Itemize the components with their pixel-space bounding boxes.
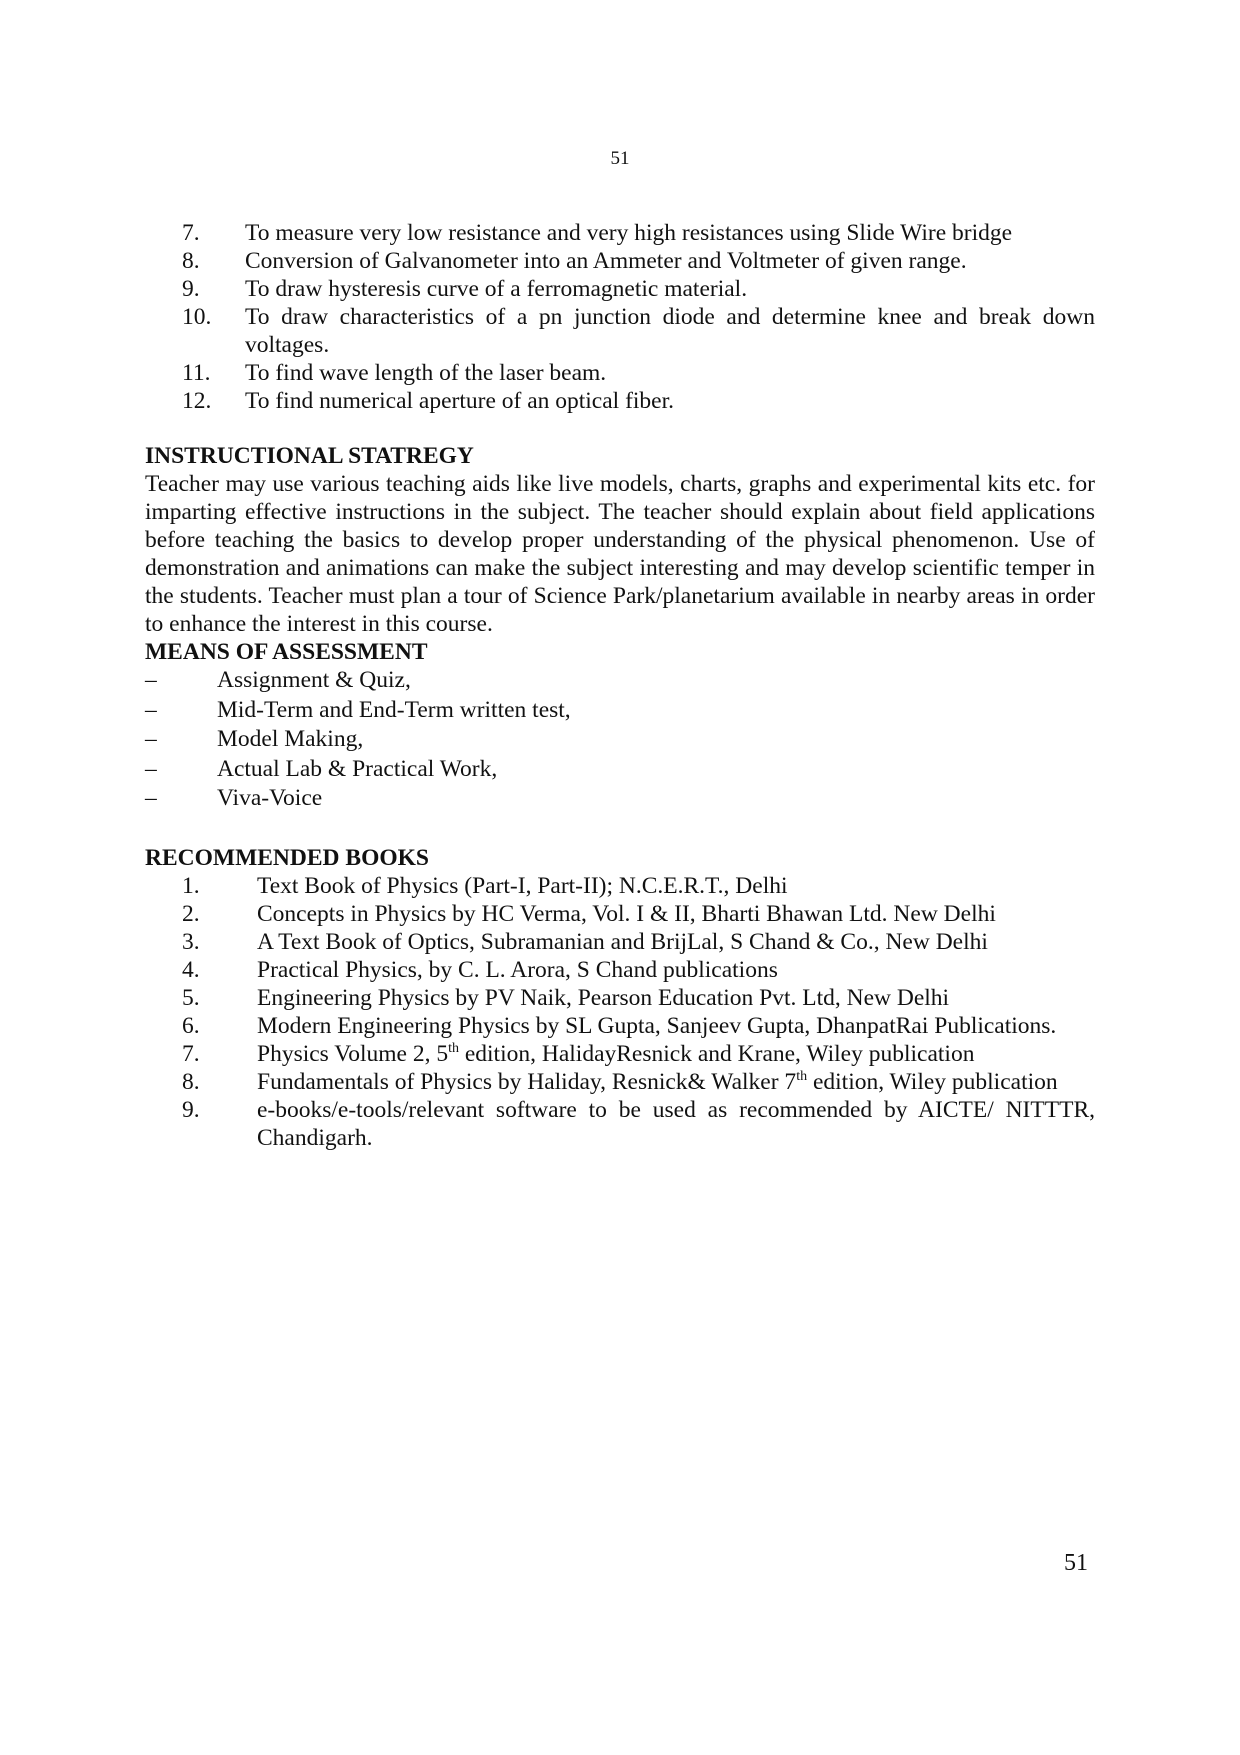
instructional-strategy-section <box>145 442 1095 638</box>
item-text: To find wave length of the laser beam. <box>245 360 607 386</box>
item-text: To find numerical aperture of an optical fiber. <box>245 388 675 414</box>
item-text: Model Making, <box>217 726 364 752</box>
experiment-list <box>145 219 1095 415</box>
item-number: 8. <box>182 248 200 274</box>
bullet: – <box>145 785 157 811</box>
item-text <box>257 1040 1095 1068</box>
item-number: 9. <box>182 1097 200 1123</box>
list-item <box>145 956 1095 984</box>
item-number: 8. <box>182 1069 200 1095</box>
section-heading: MEANS OF ASSESSMENT <box>145 639 428 665</box>
item-number: 11. <box>182 360 211 386</box>
item-number: 12. <box>182 388 212 414</box>
item-text <box>257 1068 1095 1096</box>
item-number: 6. <box>182 1013 200 1039</box>
list-item <box>145 666 1095 696</box>
list-item <box>145 872 1095 900</box>
section-heading: INSTRUCTIONAL STATREGY <box>145 443 474 469</box>
item-text: Engineering Physics by PV Naik, Pearson Education Pvt. Ltd, New Delhi <box>257 985 950 1011</box>
section-paragraph: Teacher may use various teaching aids like live models, charts, graphs and experimental kits etc. for imparting effective instructions in the subject. The teacher should explain about field applications before teaching the basics to develop proper understanding of the physical phenomenon. Use of demonstration and animations can make the subject interesting and may develop scientific temper in the students. Teacher must plan a tour of Science Park/planetarium available in nearby areas in order to enhance the interest in this course. <box>145 471 1095 637</box>
list-item <box>145 387 1095 415</box>
item-number: 7. <box>182 220 200 246</box>
list-item <box>145 1068 1095 1096</box>
item-number: 2. <box>182 901 200 927</box>
item-text: Actual Lab & Practical Work, <box>217 755 498 782</box>
bullet: – <box>145 755 157 782</box>
item-number: 4. <box>182 957 200 983</box>
bullet: – <box>145 726 157 752</box>
item-text: To draw characteristics of a pn junction diode and determine knee and break down voltages. <box>245 304 1095 358</box>
item-number: 7. <box>182 1041 200 1067</box>
means-of-assessment-section <box>145 638 1095 814</box>
item-text: To draw hysteresis curve of a ferromagnetic material. <box>245 276 748 302</box>
item-text-end: edition, HalidayResnick and Krane, Wiley publication <box>458 1041 975 1067</box>
item-text: Conversion of Galvanometer into an Ammeter and Voltmeter of given range. <box>245 248 967 274</box>
list-item <box>145 275 1095 303</box>
recommended-books-section <box>145 844 1095 1152</box>
item-text: Concepts in Physics by HC Verma, Vol. I & II, Bharti Bhawan Ltd. New Delhi <box>257 901 996 927</box>
item-text: Assignment & Quiz, <box>217 667 411 693</box>
list-item <box>145 303 1095 359</box>
item-text: Viva-Voice <box>217 785 323 811</box>
item-text: To measure very low resistance and very high resistances using Slide Wire bridge <box>245 220 1013 246</box>
list-item <box>145 900 1095 928</box>
item-number: 10. <box>182 304 212 330</box>
list-item <box>145 247 1095 275</box>
section-heading: RECOMMENDED BOOKS <box>145 845 429 871</box>
bullet: – <box>145 696 157 723</box>
item-number: 3. <box>182 929 200 955</box>
item-text: Modern Engineering Physics by SL Gupta, Sanjeev Gupta, DhanpatRai Publications. <box>257 1013 1057 1039</box>
item-number: 1. <box>182 873 200 899</box>
item-text-end: edition, Wiley publication <box>807 1069 1058 1095</box>
list-item <box>145 1012 1095 1040</box>
item-text: A Text Book of Optics, Subramanian and BrijLal, S Chand & Co., New Delhi <box>257 929 988 955</box>
item-text: Practical Physics, by C. L. Arora, S Chand publications <box>257 957 778 983</box>
list-item <box>145 1040 1095 1068</box>
item-text-start: Physics Volume 2, 5 <box>257 1041 449 1067</box>
item-text: Mid-Term and End-Term written test, <box>217 696 571 723</box>
list-item <box>145 359 1095 387</box>
item-text: Text Book of Physics (Part-I, Part-II); N.C.E.R.T., Delhi <box>257 873 788 899</box>
item-text: e-books/e-tools/relevant software to be used as recommended by AICTE/ NITTTR, Chandigarh. <box>257 1097 1095 1151</box>
superscript: th <box>448 1041 459 1056</box>
list-item <box>145 1096 1095 1152</box>
item-number: 5. <box>182 985 200 1011</box>
item-number: 9. <box>182 276 200 302</box>
superscript: th <box>796 1069 808 1084</box>
page-number-top: 51 <box>610 148 630 169</box>
item-text-start: Fundamentals of Physics by Haliday, Resnick& Walker 7 <box>257 1069 797 1095</box>
list-item <box>145 755 1095 785</box>
list-item <box>145 784 1095 814</box>
page-number-bottom: 51 <box>1064 1550 1088 1576</box>
list-item <box>145 725 1095 755</box>
list-item <box>145 219 1095 247</box>
bullet: – <box>145 667 157 693</box>
list-item <box>145 696 1095 726</box>
list-item <box>145 928 1095 956</box>
list-item <box>145 984 1095 1012</box>
